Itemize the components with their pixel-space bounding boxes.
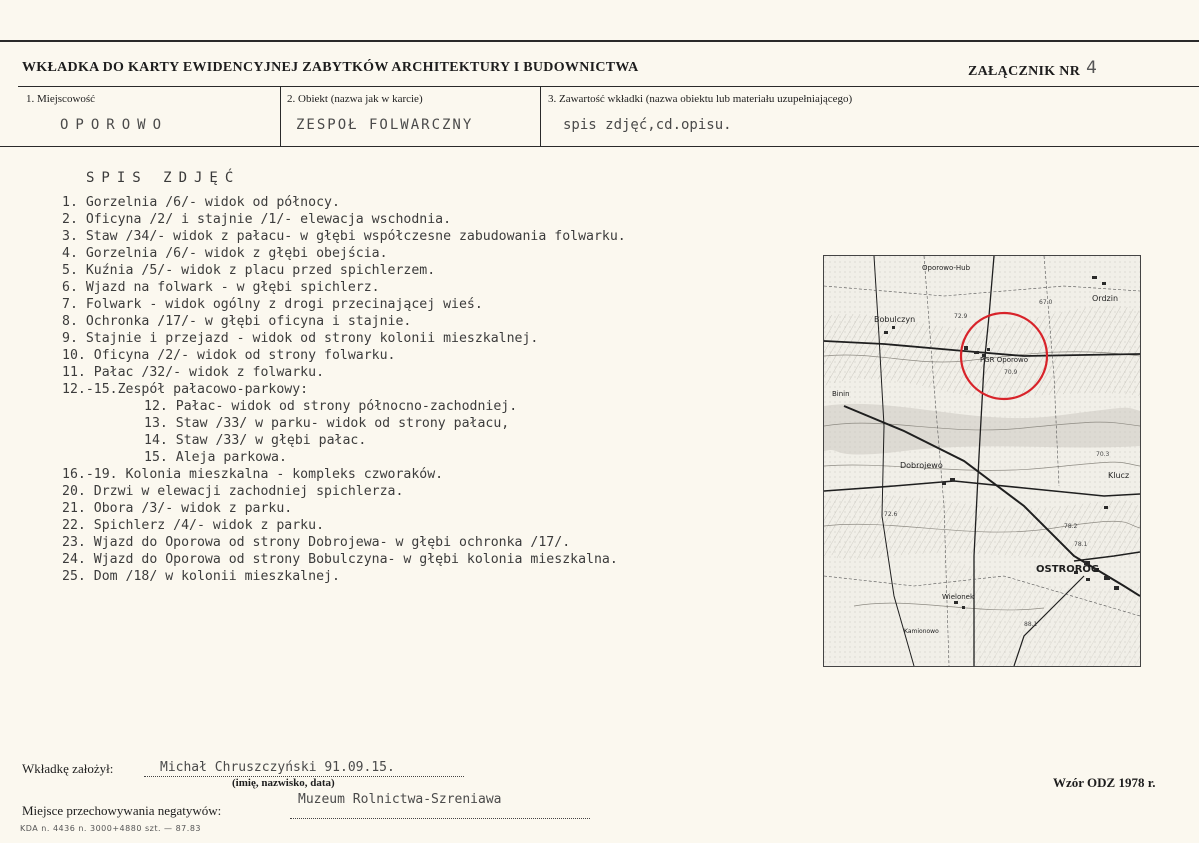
list-item: 8. Ochronka /17/- w głębi oficyna i stajnie.	[62, 314, 412, 329]
locality-value: OPOROWO	[60, 117, 169, 133]
list-item: 22. Spichlerz /4/- widok z parku.	[62, 518, 325, 533]
list-item: 6. Wjazd na folwark - w głębi spichlerz.	[62, 280, 380, 295]
list-item: 11. Pałac /32/- widok z folwarku.	[62, 365, 325, 380]
contents-value: spis zdjęć,cd.opisu.	[563, 117, 732, 133]
form-title: WKŁADKA DO KARTY EWIDENCYJNEJ ZABYTKÓW ARCHITEKTURY I BUDOWNICTWA	[22, 60, 639, 75]
map-label-binin: Binin	[832, 390, 850, 398]
list-item: 25. Dom /18/ w kolonii mieszkalnej.	[62, 569, 340, 584]
field-divider-2	[540, 86, 541, 146]
object-value: ZESPOŁ FOLWARCZNY	[296, 117, 474, 133]
list-item: 10. Oficyna /2/- widok od strony folwarku.	[62, 348, 396, 363]
map-label-kamionowo: Kamionowo	[904, 628, 939, 635]
storage-label: Miejsce przechowywania negatywów:	[22, 803, 222, 818]
annex-number: 4	[1086, 58, 1098, 78]
svg-text:78.1: 78.1	[1074, 541, 1088, 548]
form-template-id: Wzór ODZ 1978 r.	[1053, 775, 1156, 790]
object-label: 2. Obiekt (nazwa jak w karcie)	[287, 93, 423, 105]
list-sub-item: 13. Staw /33/ w parku- widok od strony pałacu,	[144, 416, 510, 431]
list-item: 20. Drzwi w elewacji zachodniej spichlerza.	[62, 484, 404, 499]
field-row-bottom-border	[0, 146, 1199, 147]
map-label-klucz: Klucz	[1108, 471, 1130, 480]
topographic-map-svg	[824, 256, 1140, 666]
storage-dotted-line	[290, 818, 590, 819]
svg-text:70.3: 70.3	[1096, 451, 1110, 458]
list-item: 23. Wjazd do Oporowa od strony Dobrojewa- w głębi ochronka /17/.	[62, 535, 571, 550]
list-item: 21. Obora /3/- widok z parku.	[62, 501, 293, 516]
list-item: 7. Folwark - widok ogólny z drogi przecinającej wieś.	[62, 297, 483, 312]
list-item: 4. Gorzelnia /6/- widok z głębi obejścia.	[62, 246, 388, 261]
list-sub-item: 15. Aleja parkowa.	[144, 450, 287, 465]
field-row-top-border	[18, 86, 1199, 87]
map-label-dobrojewo: Dobrojewo	[900, 461, 943, 470]
contents-label: 3. Zawartość wkładki (nazwa obiektu lub materiału uzupełniającego)	[548, 93, 853, 105]
map-label-bobulczyn: Bobulczyn	[874, 315, 916, 324]
print-note: KDA n. 4436 n. 3000+4880 szt. — 87.83	[20, 824, 201, 833]
svg-text:72.9: 72.9	[954, 313, 968, 320]
svg-text:72.6: 72.6	[884, 511, 898, 518]
map-label-ordzin: Ordzin	[1092, 294, 1119, 303]
storage-value: Muzeum Rolnictwa-Szreniawa	[298, 792, 502, 807]
field-divider-1	[280, 86, 281, 146]
top-border	[0, 40, 1199, 42]
list-sub-item: 14. Staw /33/ w głębi pałac.	[144, 433, 367, 448]
map-label-ostrorog: OSTRORÓG	[1036, 564, 1100, 575]
svg-text:88.1: 88.1	[1024, 621, 1038, 628]
locality-label: 1. Miejscowość	[26, 93, 96, 105]
list-item: 2. Oficyna /2/ i stajnie /1/- elewacja wschodnia.	[62, 212, 452, 227]
photo-list-title: SPIS ZDJĘĆ	[86, 170, 241, 186]
list-item: 16.-19. Kolonia mieszkalna - kompleks czworaków.	[62, 467, 444, 482]
list-item: 9. Stajnie i przejazd - widok od strony kolonii mieszkalnej.	[62, 331, 539, 346]
svg-text:78.2: 78.2	[1064, 523, 1078, 530]
list-sub-item: 12. Pałac- widok od strony północno-zachodniej.	[144, 399, 518, 414]
author-value: Michał Chruszczyński 91.09.15.	[160, 760, 395, 775]
location-map	[823, 255, 1141, 667]
photo-list	[62, 194, 822, 585]
list-item: 3. Staw /34/- widok z pałacu- w głębi współczesne zabudowania folwarku.	[62, 229, 626, 244]
annex-label	[968, 60, 1097, 80]
author-label: Wkładkę założył:	[22, 761, 114, 776]
list-item: 12.-15.Zespół pałacowo-parkowy:	[62, 382, 309, 397]
annex-label-text: ZAŁĄCZNIK NR	[968, 64, 1081, 79]
list-item: 24. Wjazd do Oporowa od strony Bobulczyna- w głębi kolonia mieszkalna.	[62, 552, 618, 567]
list-item: 5. Kuźnia /5/- widok z placu przed spichlerzem.	[62, 263, 436, 278]
svg-text:67.0: 67.0	[1039, 299, 1053, 306]
svg-text:70.9: 70.9	[1004, 369, 1018, 376]
map-label-wielonek: Wielonek	[942, 593, 975, 601]
author-hint: (imię, nazwisko, data)	[232, 777, 335, 789]
list-item: 1. Gorzelnia /6/- widok od północy.	[62, 195, 340, 210]
map-label-pgr: PGR Oporowo	[980, 356, 1028, 364]
map-label-oporowo-hub: Oporowo-Hub	[922, 264, 971, 272]
